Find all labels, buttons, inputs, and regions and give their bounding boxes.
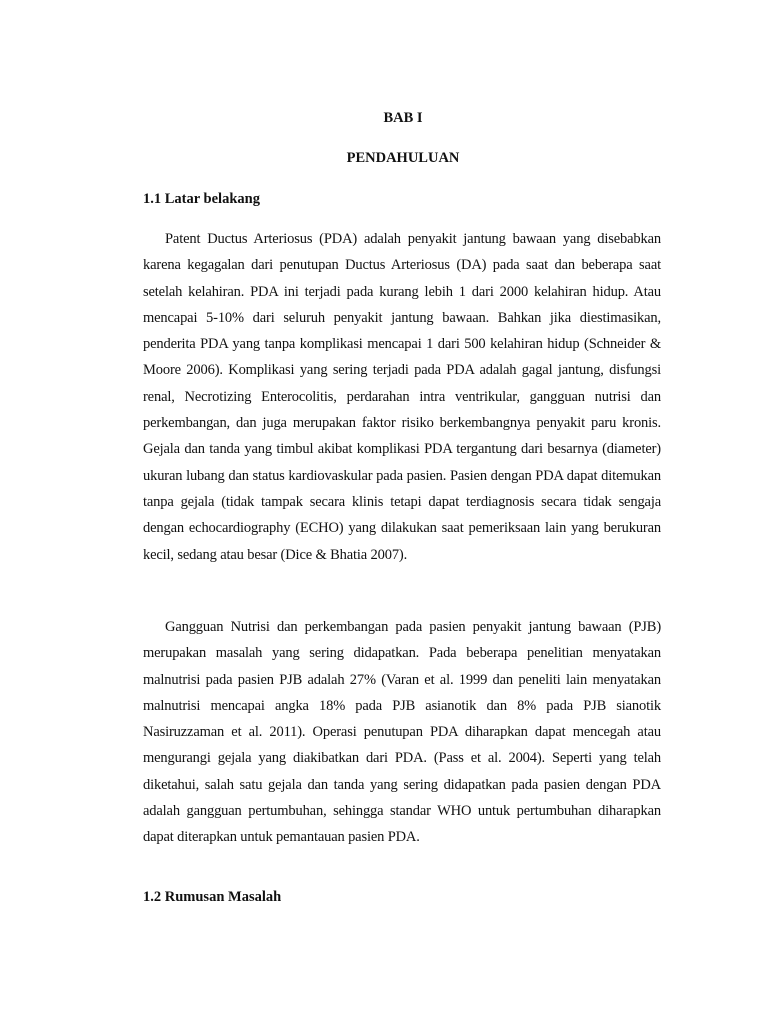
section-heading-latar-belakang: 1.1 Latar belakang bbox=[143, 191, 260, 207]
chapter-number: BAB I bbox=[383, 110, 423, 126]
chapter-title: PENDAHULUAN bbox=[346, 150, 460, 166]
paragraph-1: Patent Ductus Arteriosus (PDA) adalah penyakit jantung bawaan yang disebabkan karena kegagalan dari penutupan Ductus Arteriosus (DA) pada saat dan beberapa saat setelah kelahiran. PDA ini terjadi pada kurang lebih 1 dari 2000 kelahiran hidup. Atau mencapai 5-10% dari seluruh penyakit jantung bawaan. Bahkan jika diestimasikan, penderita PDA yang tanpa komplikasi mencapai 1 dari 500 kelahiran hidup (Schneider & Moore 2006). Komplikasi yang sering terjadi pada PDA adalah gagal jantung, disfungsi renal, Necrotizing Enterocolitis, perdarahan intra ventrikular, gangguan nutrisi dan perkembangan, dan juga merupakan faktor risiko berkembangnya penyakit paru kronis. Gejala dan tanda yang timbul akibat komplikasi PDA tergantung dari besarnya (diameter) ukuran lubang dan status kardiovaskular pada pasien. Pasien dengan PDA dapat ditemukan tanpa gejala (tidak tampak secara klinis tetapi dapat terdiagnosis secara tidak sengaja dengan echocardiography (ECHO) yang dilakukan saat pemeriksaan lain yang berukuran kecil, sedang atau besar (Dice & Bhatia 2007). bbox=[143, 231, 661, 563]
section-heading-rumusan-masalah: 1.2 Rumusan Masalah bbox=[143, 889, 282, 905]
paragraph-2: Gangguan Nutrisi dan perkembangan pada pasien penyakit jantung bawaan (PJB) merupakan masalah yang sering didapatkan. Pada beberapa penelitian menyatakan malnutrisi pada pasien PJB adalah 27% (Varan et al. 1999 dan peneliti lain menyatakan malnutrisi mencapai angka 18% pada PJB asianotik dan 8% pada PJB sianotik Nasiruzzaman et al. 2011). Operasi penutupan PDA diharapkan dapat mencegah atau mengurangi gejala yang diakibatkan dari PDA. (Pass et al. 2004). Seperti yang telah diketahui, salah satu gejala dan tanda yang sering didapatkan pada pasien dengan PDA adalah gangguan pertumbuhan, sehingga standar WHO untuk pertumbuhan diharapkan dapat diterapkan untuk pemantauan pasien PDA. bbox=[143, 619, 661, 846]
